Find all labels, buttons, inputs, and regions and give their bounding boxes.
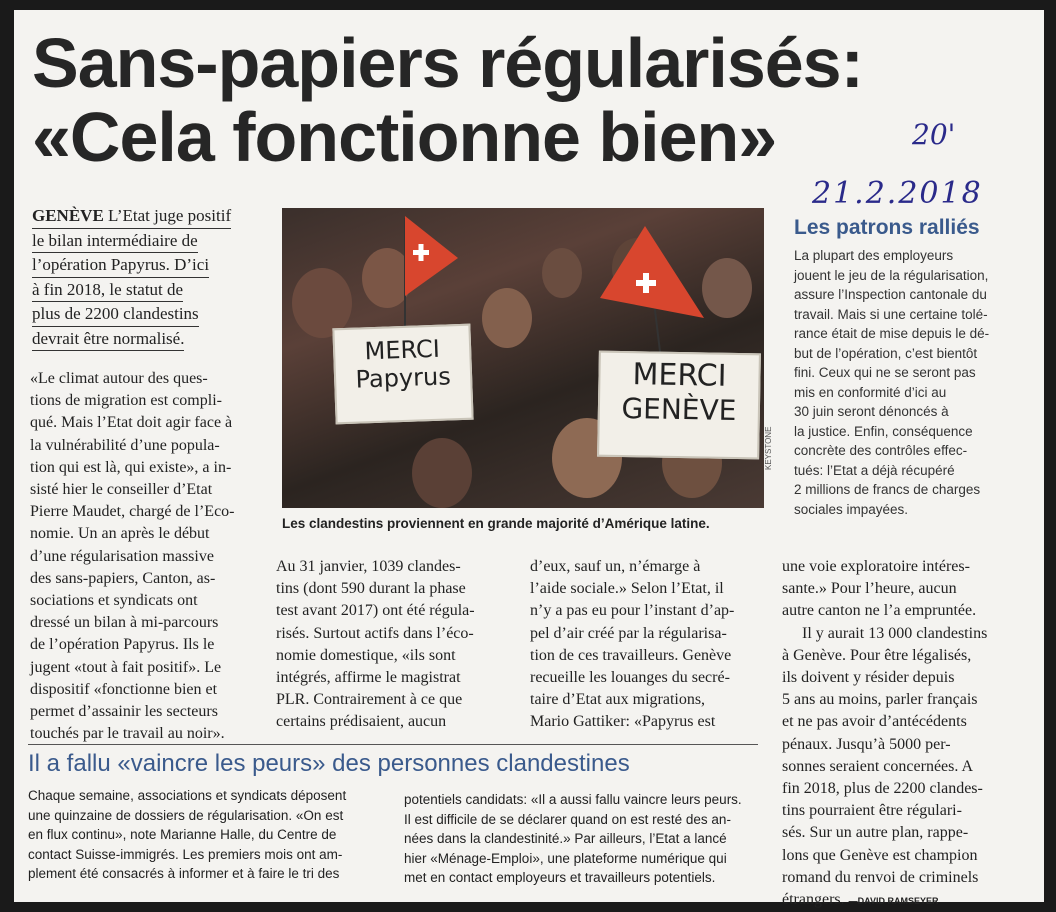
lead-line: l’opération Papyrus. D’ici [32, 253, 209, 278]
text-line: but de l’opération, c’est bientôt [794, 345, 978, 361]
swiss-flag-icon [400, 208, 460, 328]
crowd-head [542, 248, 582, 298]
text-line: 30 juin seront dénoncés à [794, 404, 949, 419]
text-line: qué. Mais l’Etat doit agir face à [30, 414, 233, 432]
text-line: sociations et syndicats ont [30, 592, 198, 610]
text-line: nomie domestique, «ils sont [276, 646, 456, 664]
text-line: intégrés, affirme le magistrat [276, 669, 461, 687]
text-line: nomie. Un an après le début [30, 525, 210, 543]
article-column-4 [782, 556, 1012, 912]
text-line: permet d’assainir les secteurs [30, 703, 218, 721]
text-line: potentiels candidats: «Il a aussi fallu vaincre leurs peurs. [404, 792, 742, 807]
text-line: Pierre Maudet, chargé de l’Eco- [30, 503, 235, 521]
text-line: dispositif «fonctionne bien et [30, 680, 218, 698]
text-line: taire d’Etat aux migrations, [530, 691, 706, 709]
sidebar-text [794, 246, 1024, 519]
text-line: Chaque semaine, associations et syndicats déposent [28, 788, 347, 803]
text-line: Il y aurait 13 000 clandestins [802, 624, 988, 642]
photo-credit: KEYSTONE [764, 426, 773, 470]
box-title: Il a fallu «vaincre les peurs» des personnes clandestines [28, 750, 630, 777]
sidebar-title: Les patrons ralliés [794, 216, 980, 239]
protest-sign-geneve [597, 351, 761, 460]
text-line: PLR. Contrairement à ce que [276, 691, 463, 709]
text-line: d’eux, sauf un, n’émarge à [530, 558, 701, 575]
text-line: sonnes seraient concernées. A [782, 757, 974, 775]
text-line: la justice. Enfin, conséquence [794, 423, 973, 439]
dateline: GENÈVE [32, 206, 104, 225]
sign-text: MERCI [364, 334, 441, 366]
text-line: mis en conformité d’ici au [794, 384, 947, 400]
lead-line: L’Etat juge positif [108, 206, 232, 225]
text-line: l’aide sociale.» Selon l’Etat, il [530, 580, 724, 598]
text-line: touchés par le travail au noir». [30, 725, 225, 743]
text-line: recueille les louanges du secré- [530, 669, 730, 687]
handwritten-date: 21.2.2018 [812, 176, 983, 211]
text-line: pénaux. Jusqu’à 5000 per- [782, 735, 951, 753]
text-line: rance était de mise depuis le dé- [794, 326, 990, 341]
text-line: une voie exploratoire intéres- [782, 558, 970, 575]
text-line: tion qui est là, qui existe», a in- [30, 458, 232, 476]
lead-line: devrait être normalisé. [32, 327, 184, 352]
text-line: Au 31 janvier, 1039 clandes- [276, 558, 461, 575]
text-line: tins pourraient être régulari- [782, 802, 962, 820]
protest-sign-papyrus [332, 324, 473, 425]
text-line: des sans-papiers, Canton, as- [30, 569, 216, 587]
text-line: travail. Mais si une certaine tolé- [794, 306, 988, 322]
text-line: sisté hier le conseiller d’Etat [30, 481, 213, 499]
text-line: fini. Ceux qui ne se seront pas [794, 365, 976, 380]
text-line: jugent «tout à fait positif». Le [30, 658, 222, 676]
text-line: sés. Sur un autre plan, rappe- [782, 824, 969, 842]
text-line: de l’opération Papyrus. Ils le [30, 636, 215, 654]
crowd-head [412, 438, 472, 508]
swiss-flag-icon [600, 218, 710, 368]
article-column-3 [530, 556, 764, 734]
text-line: Il est difficile de se déclarer quand on est resté des an- [404, 811, 731, 827]
headline-line-2: «Cela fonctionne bien» [32, 98, 777, 176]
text-line: «Le climat autour des ques- [30, 370, 208, 387]
headline-line-1: Sans-papiers régularisés: [32, 24, 863, 102]
text-line: concrète des contrôles effec- [794, 443, 968, 458]
sign-text: Papyrus [355, 362, 452, 394]
text-line: 5 ans au moins, parler français [782, 691, 978, 709]
text-line: assure l’Inspection cantonale du [794, 287, 987, 302]
sign-text: GENÈVE [621, 391, 737, 427]
text-line: et ne pas avoir d’antécédents [782, 713, 967, 731]
box-column-2 [404, 790, 764, 888]
text-line: La plupart des employeurs [794, 248, 954, 263]
lead-line: le bilan intermédiaire de [32, 229, 198, 254]
sign-text: MERCI [632, 357, 727, 394]
text-line: tués: l’Etat a déjà récupéré [794, 462, 955, 478]
text-line: lons que Genève est champion [782, 846, 978, 864]
text-line: la vulnérabilité d’une popula- [30, 436, 220, 454]
text-line: d’une régularisation massive [30, 547, 214, 565]
text-line: contact Suisse-immigrés. Les premiers mois ont am- [28, 846, 343, 862]
text-line: n’y a pas eu pour l’instant d’ap- [530, 602, 735, 620]
lead-line: plus de 2200 clandestins [32, 302, 199, 327]
handwritten-page-mark: 20' [912, 118, 956, 151]
text-line: nées dans la clandestinité.» Par ailleurs, l’Etat a lancé [404, 831, 727, 846]
text-line: test avant 2017) ont été régula- [276, 602, 475, 620]
text-line: 2 millions de francs de charges [794, 482, 981, 497]
crowd-photo [282, 208, 764, 508]
text-line: sociales impayées. [794, 501, 909, 517]
text-line: ils doivent y résider depuis [782, 669, 955, 687]
text-line: romand du renvoi de criminels [782, 868, 979, 886]
text-line: jouent le jeu de la régularisation, [794, 267, 989, 283]
article-column-2 [276, 556, 508, 734]
text-line: tins (dont 590 durant la phase [276, 580, 466, 598]
byline: DAVID RAMSEYER [857, 896, 939, 907]
text-line: hier «Ménage-Emploi», une plateforme numérique qui [404, 850, 727, 866]
lead-paragraph [32, 204, 262, 351]
text-line: une quinzaine de dossiers de régularisation. «On est [28, 807, 344, 823]
text-line: dressé un bilan à mi-parcours [30, 614, 219, 632]
text-line: tion de ces travailleurs. Genève [530, 646, 732, 664]
text-line: met en contact employeurs et travailleurs potentiels. [404, 870, 716, 885]
text-line: pel d’air créé par la régularisa- [530, 624, 727, 642]
box-column-1 [28, 786, 388, 884]
lead-line: à fin 2018, le statut de [32, 278, 183, 303]
text-line: plement été consacrés à informer et à faire le tri des [28, 866, 340, 881]
article-column-1 [30, 368, 258, 745]
text-line: fin 2018, plus de 2200 clandes- [782, 780, 983, 798]
last-line: étrangers. [782, 891, 845, 909]
text-line: autre canton ne l’a empruntée. [782, 602, 977, 620]
text-line: tions de migration est compli- [30, 392, 222, 410]
text-line: sante.» Pour l’heure, aucun [782, 580, 957, 598]
box-top-rule [28, 744, 758, 745]
text-line: étrangers. —DAVID RAMSEYER [782, 891, 939, 909]
text-line: certains prédisaient, aucun [276, 713, 447, 731]
text-line: risés. Surtout actifs dans l’éco- [276, 624, 474, 642]
photo-caption: Les clandestins proviennent en grande majorité d’Amérique latine. [282, 516, 710, 531]
crowd-head [482, 288, 532, 348]
text-line: à Genève. Pour être légalisés, [782, 646, 972, 664]
text-line: en flux continu», note Marianne Halle, du Centre de [28, 827, 337, 842]
text-line: Mario Gattiker: «Papyrus est [530, 713, 716, 731]
